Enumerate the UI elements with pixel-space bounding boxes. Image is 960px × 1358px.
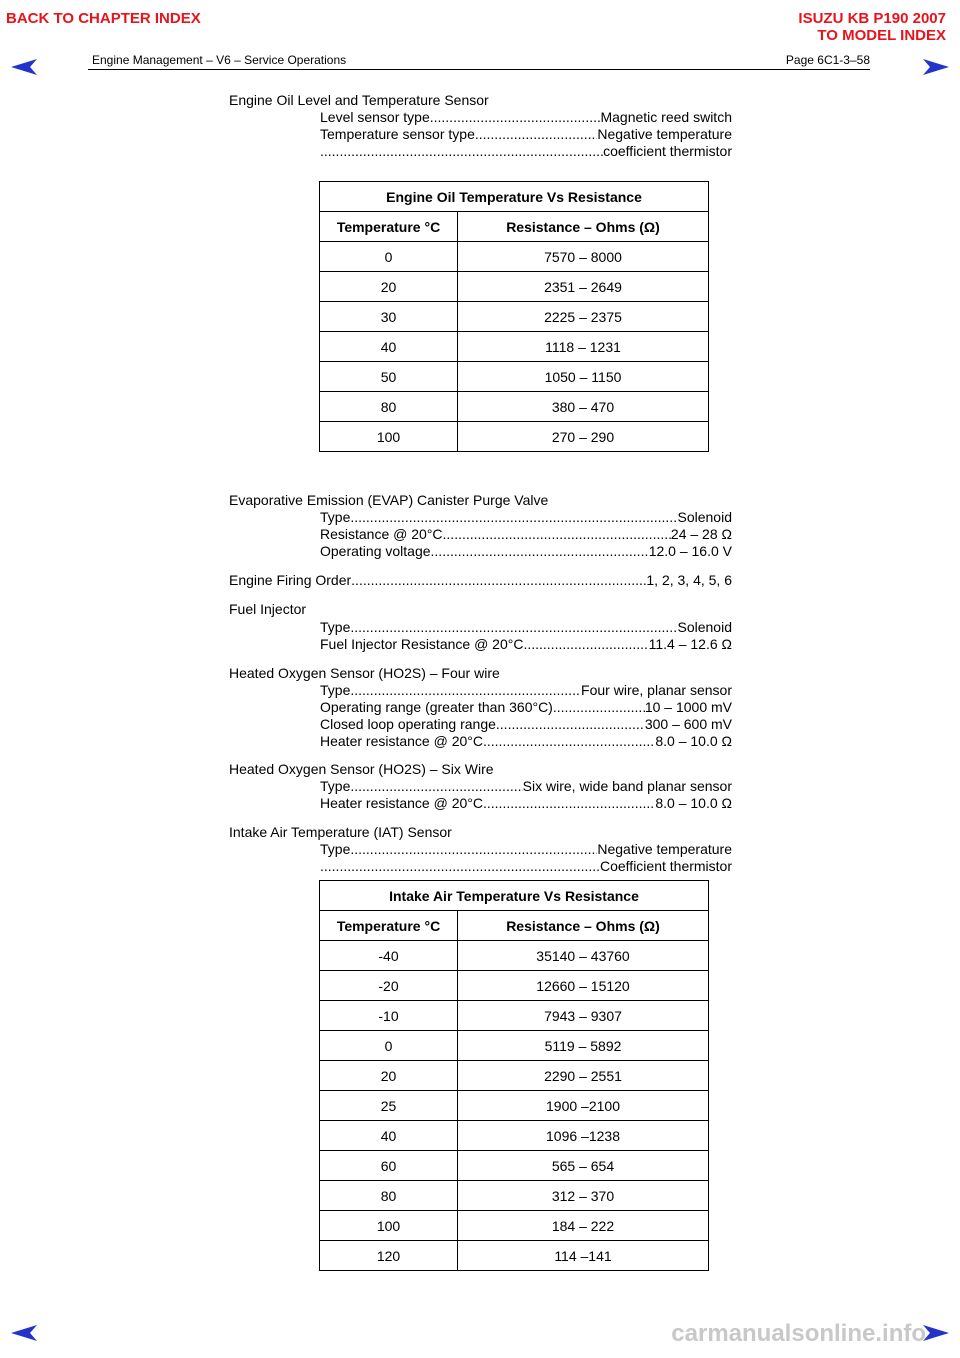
engine-firing-order: Engine Firing Order ..... 1, 2, 3, 4, 5, 6 (229, 572, 732, 589)
model-title: ISUZU KB P190 2007 (798, 10, 946, 27)
prev-page-arrow-bottom-icon[interactable] (10, 1324, 38, 1342)
column-header-temperature: Temperature °C (320, 212, 458, 242)
table-row: 60 565 – 654 (320, 1151, 709, 1181)
column-header-temperature: Temperature °C (320, 911, 458, 941)
iat-title: Intake Air Temperature (IAT) Sensor (229, 824, 452, 840)
table-row: 50 1050 – 1150 (320, 362, 709, 392)
table-row: -10 7943 – 9307 (320, 1001, 709, 1031)
prev-page-arrow-icon[interactable] (10, 58, 38, 76)
back-to-chapter-index-link[interactable]: BACK TO CHAPTER INDEX (6, 10, 201, 27)
table-row: 120 114 –141 (320, 1241, 709, 1271)
oil-temp-sensor-type: Temperature sensor type ..... Negative temperature (320, 126, 732, 143)
ho2s-four-type: Type ..... Four wire, planar sensor (320, 682, 732, 699)
fuel-injector-resistance: Fuel Injector Resistance @ 20°C ..... 11.4 – 12.6 Ω (320, 636, 732, 653)
evap-operating-voltage: Operating voltage ..... 12.0 – 16.0 V (320, 543, 732, 560)
ho2s-six-heater-resistance: Heater resistance @ 20°C ..... 8.0 – 10.0 Ω (320, 795, 732, 812)
header-rule (88, 69, 870, 70)
section-title: Engine Management – V6 – Service Operations (92, 53, 347, 67)
table-row: 80 312 – 370 (320, 1181, 709, 1211)
table-row: 20 2290 – 2551 (320, 1061, 709, 1091)
evap-resistance: Resistance @ 20°C ..... 24 – 28 Ω (320, 526, 732, 543)
table-row: 0 7570 – 8000 (320, 242, 709, 272)
ho2s-four-operating-range: Operating range (greater than 360°C) ..... 10 – 1000 mV (320, 699, 732, 716)
ho2s-four-closed-loop-range: Closed loop operating range ..... 300 – 600 mV (320, 716, 732, 733)
oil-level-sensor-type: Level sensor type ..... Magnetic reed switch (320, 109, 732, 126)
ho2s-six-wire-title: Heated Oxygen Sensor (HO2S) – Six Wire (229, 761, 494, 777)
next-page-arrow-bottom-icon[interactable] (922, 1324, 950, 1342)
oil-temp-resistance-table (319, 181, 709, 452)
table-title: Engine Oil Temperature Vs Resistance (320, 182, 709, 212)
table-row: 40 1096 –1238 (320, 1121, 709, 1151)
next-page-arrow-icon[interactable] (922, 58, 950, 76)
watermark: carmanualsonline.info (671, 1320, 926, 1347)
table-row: 0 5119 – 5892 (320, 1031, 709, 1061)
table-row: 100 270 – 290 (320, 422, 709, 452)
page-number: Page 6C1-3–58 (785, 53, 870, 67)
to-model-index: TO MODEL INDEX (817, 27, 946, 44)
table-row: 80 380 – 470 (320, 392, 709, 422)
table-row: 100 184 – 222 (320, 1211, 709, 1241)
model-index-link[interactable] (798, 10, 946, 44)
fuel-injector-title: Fuel Injector (229, 601, 307, 617)
table-row: 30 2225 – 2375 (320, 302, 709, 332)
iat-temp-resistance-table (319, 880, 709, 1271)
oil-temp-sensor-type-cont: ..... coefficient thermistor (320, 143, 732, 160)
table-row: -40 35140 – 43760 (320, 941, 709, 971)
evap-type: Type ..... Solenoid (320, 509, 732, 526)
table-row: -20 12660 – 15120 (320, 971, 709, 1001)
iat-type-cont: ..... Coefficient thermistor (320, 858, 732, 875)
column-header-resistance: Resistance – Ohms (Ω) (458, 212, 709, 242)
ho2s-four-heater-resistance: Heater resistance @ 20°C ..... 8.0 – 10.0 Ω (320, 733, 732, 750)
ho2s-six-type: Type ..... Six wire, wide band planar sensor (320, 778, 732, 795)
evap-title: Evaporative Emission (EVAP) Canister Purge Valve (229, 492, 549, 508)
table-row: 40 1118 – 1231 (320, 332, 709, 362)
iat-type: Type ..... Negative temperature (320, 841, 732, 858)
table-row: 20 2351 – 2649 (320, 272, 709, 302)
ho2s-four-wire-title: Heated Oxygen Sensor (HO2S) – Four wire (229, 665, 500, 681)
table-title: Intake Air Temperature Vs Resistance (320, 881, 709, 911)
oil-sensor-title: Engine Oil Level and Temperature Sensor (229, 92, 489, 108)
column-header-resistance: Resistance – Ohms (Ω) (458, 911, 709, 941)
fuel-injector-type: Type ..... Solenoid (320, 619, 732, 636)
table-row: 25 1900 –2100 (320, 1091, 709, 1121)
